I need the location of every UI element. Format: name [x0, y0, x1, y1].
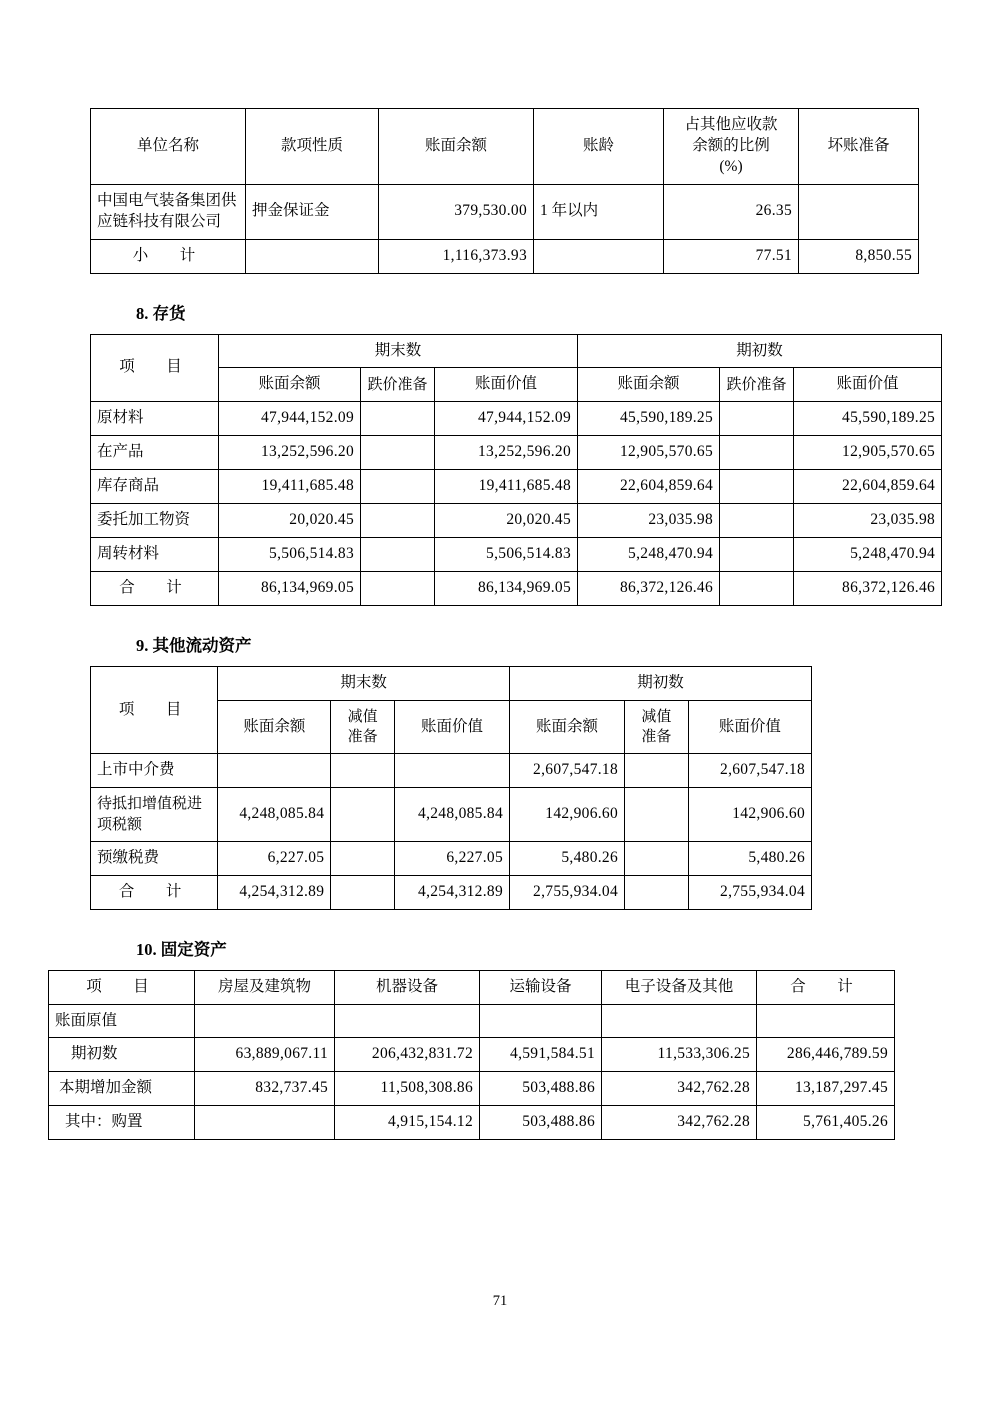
cell-book-balance: 1,116,373.93	[379, 239, 534, 273]
cell-end-provision	[361, 436, 435, 470]
cell-aging: 1 年以内	[534, 184, 664, 239]
table-header-row-sub	[91, 368, 942, 402]
table-row	[91, 788, 812, 842]
cell-begin-provision	[720, 538, 794, 572]
cell-end-value: 47,944,152.09	[435, 402, 578, 436]
cell-begin-value: 86,372,126.46	[794, 571, 942, 605]
table-row	[91, 436, 942, 470]
header-machinery: 机器设备	[335, 970, 480, 1004]
cell-end-balance	[218, 754, 331, 788]
table-row	[49, 1038, 895, 1072]
header-end-book-value: 账面价值	[394, 700, 509, 754]
cell-transport: 503,488.86	[480, 1072, 602, 1106]
header-end-provision	[331, 700, 395, 754]
cell-end-value: 13,252,596.20	[435, 436, 578, 470]
header-item: 项 目	[91, 334, 219, 402]
cell-item: 账面原值	[49, 1004, 195, 1038]
cell-total: 5,761,405.26	[757, 1106, 895, 1140]
cell-item: 预缴税费	[91, 841, 218, 875]
cell-unit-name: 中国电气装备集团供应链科技有限公司	[91, 184, 246, 239]
header-transport: 运输设备	[480, 970, 602, 1004]
cell-end-provision	[361, 470, 435, 504]
cell-machinery: 4,915,154.12	[335, 1106, 480, 1140]
table-row	[49, 1072, 895, 1106]
cell-end-provision	[331, 841, 395, 875]
cell-total-label: 合 计	[91, 571, 219, 605]
cell-end-value	[394, 754, 509, 788]
cell-machinery: 11,508,308.86	[335, 1072, 480, 1106]
cell-begin-value: 5,480.26	[688, 841, 811, 875]
table-row	[91, 841, 812, 875]
cell-begin-balance: 2,755,934.04	[510, 875, 625, 909]
cell-end-balance: 5,506,514.83	[219, 538, 361, 572]
cell-ratio: 77.51	[664, 239, 799, 273]
cell-item: 待抵扣增值税进项税额	[91, 788, 218, 842]
cell-begin-balance: 5,248,470.94	[578, 538, 720, 572]
cell-end-balance: 4,254,312.89	[218, 875, 331, 909]
table-row	[49, 1106, 895, 1140]
header-period-end: 期末数	[219, 334, 578, 368]
cell-begin-value: 142,906.60	[688, 788, 811, 842]
header-nature: 款项性质	[246, 109, 379, 185]
section-title-inventory: 8. 存货	[136, 303, 186, 323]
cell-begin-provision	[720, 571, 794, 605]
cell-buildings: 832,737.45	[195, 1072, 335, 1106]
cell-end-provision	[331, 754, 395, 788]
cell-electronics: 342,762.28	[602, 1106, 757, 1140]
table-row	[91, 504, 942, 538]
header-begin-provision: 跌价准备	[720, 368, 794, 402]
header-period-begin: 期初数	[578, 334, 942, 368]
header-book-balance: 账面余额	[379, 109, 534, 185]
other-receivables-table	[90, 108, 919, 274]
cell-item: 其中：购置	[49, 1106, 195, 1140]
cell-transport: 4,591,584.51	[480, 1038, 602, 1072]
cell-end-balance: 6,227.05	[218, 841, 331, 875]
cell-item: 期初数	[49, 1038, 195, 1072]
cell-electronics: 342,762.28	[602, 1072, 757, 1106]
header-begin-book-balance: 账面余额	[578, 368, 720, 402]
cell-begin-provision	[625, 754, 689, 788]
table-header-row	[49, 970, 895, 1004]
cell-buildings: 63,889,067.11	[195, 1038, 335, 1072]
table-row	[91, 402, 942, 436]
cell-bad-debt: 8,850.55	[799, 239, 919, 273]
header-electronics: 电子设备及其他	[602, 970, 757, 1004]
page-number: 71	[492, 1293, 508, 1309]
table-row	[49, 1004, 895, 1038]
cell-aging	[534, 239, 664, 273]
cell-total: 13,187,297.45	[757, 1072, 895, 1106]
cell-nature: 押金保证金	[246, 184, 379, 239]
cell-transport	[480, 1004, 602, 1038]
fixed-assets-table	[48, 970, 895, 1141]
table-row	[91, 538, 942, 572]
header-ratio-line1: 占其他应收款	[684, 116, 778, 133]
header-begin-provision-line2: 准备	[641, 729, 672, 746]
cell-begin-provision	[720, 402, 794, 436]
header-end-provision-line2: 准备	[347, 729, 378, 746]
header-begin-book-value: 账面价值	[794, 368, 942, 402]
header-unit-name: 单位名称	[91, 109, 246, 185]
cell-ratio: 26.35	[664, 184, 799, 239]
cell-begin-provision	[625, 788, 689, 842]
cell-bad-debt	[799, 184, 919, 239]
cell-end-balance: 47,944,152.09	[219, 402, 361, 436]
cell-begin-value: 12,905,570.65	[794, 436, 942, 470]
cell-item: 委托加工物资	[91, 504, 219, 538]
header-item: 项 目	[91, 666, 218, 753]
table-row	[91, 470, 942, 504]
cell-item: 原材料	[91, 402, 219, 436]
header-end-provision: 跌价准备	[361, 368, 435, 402]
cell-begin-balance: 86,372,126.46	[578, 571, 720, 605]
table-header-row-group	[91, 666, 812, 700]
header-ratio	[664, 109, 799, 185]
cell-end-provision	[361, 571, 435, 605]
cell-begin-provision	[720, 470, 794, 504]
cell-item: 周转材料	[91, 538, 219, 572]
cell-begin-balance: 2,607,547.18	[510, 754, 625, 788]
table-header-row-group	[91, 334, 942, 368]
cell-item: 本期增加金额	[49, 1072, 195, 1106]
header-total: 合 计	[757, 970, 895, 1004]
cell-begin-balance: 45,590,189.25	[578, 402, 720, 436]
header-begin-provision	[625, 700, 689, 754]
cell-begin-balance: 142,906.60	[510, 788, 625, 842]
header-aging: 账龄	[534, 109, 664, 185]
table-row-total	[91, 875, 812, 909]
cell-item: 在产品	[91, 436, 219, 470]
cell-subtotal-label: 小 计	[91, 239, 246, 273]
header-end-provision-line1: 减值	[347, 708, 378, 725]
cell-total-label: 合 计	[91, 875, 218, 909]
header-buildings: 房屋及建筑物	[195, 970, 335, 1004]
header-end-book-value: 账面价值	[435, 368, 578, 402]
cell-end-value: 20,020.45	[435, 504, 578, 538]
cell-begin-provision	[625, 841, 689, 875]
other-current-assets-table	[90, 666, 812, 910]
cell-end-provision	[331, 875, 395, 909]
section-title-fixed-assets: 10. 固定资产	[136, 939, 227, 959]
cell-end-provision	[361, 504, 435, 538]
cell-electronics	[602, 1004, 757, 1038]
cell-end-value: 86,134,969.05	[435, 571, 578, 605]
cell-end-provision	[331, 788, 395, 842]
table-row	[91, 754, 812, 788]
cell-electronics: 11,533,306.25	[602, 1038, 757, 1072]
header-item: 项 目	[49, 970, 195, 1004]
header-period-begin: 期初数	[510, 666, 812, 700]
header-ratio-line3: (%)	[719, 157, 743, 175]
cell-begin-provision	[720, 504, 794, 538]
header-bad-debt: 坏账准备	[799, 109, 919, 185]
cell-begin-provision	[625, 875, 689, 909]
cell-begin-value: 2,755,934.04	[688, 875, 811, 909]
cell-item: 库存商品	[91, 470, 219, 504]
cell-end-value: 4,248,085.84	[394, 788, 509, 842]
cell-end-value: 4,254,312.89	[394, 875, 509, 909]
cell-begin-value: 22,604,859.64	[794, 470, 942, 504]
table-header-row	[91, 109, 919, 185]
cell-end-provision	[361, 538, 435, 572]
cell-begin-balance: 23,035.98	[578, 504, 720, 538]
header-period-end: 期末数	[218, 666, 510, 700]
header-begin-provision-line1: 减值	[641, 708, 672, 725]
cell-begin-value: 2,607,547.18	[688, 754, 811, 788]
table-row-total	[91, 571, 942, 605]
header-ratio-line2: 余额的比例	[692, 136, 770, 154]
page-content	[55, 108, 936, 1140]
cell-machinery	[335, 1004, 480, 1038]
cell-nature	[246, 239, 379, 273]
cell-end-balance: 4,248,085.84	[218, 788, 331, 842]
cell-end-balance: 13,252,596.20	[219, 436, 361, 470]
cell-begin-provision	[720, 436, 794, 470]
cell-book-balance: 379,530.00	[379, 184, 534, 239]
cell-total	[757, 1004, 895, 1038]
cell-end-provision	[361, 402, 435, 436]
header-begin-book-balance: 账面余额	[510, 700, 625, 754]
cell-begin-value: 5,248,470.94	[794, 538, 942, 572]
header-end-book-balance: 账面余额	[219, 368, 361, 402]
table-row-subtotal	[91, 239, 919, 273]
section-title-other-current-assets: 9. 其他流动资产	[136, 635, 252, 655]
cell-buildings	[195, 1106, 335, 1140]
cell-begin-value: 45,590,189.25	[794, 402, 942, 436]
cell-begin-value: 23,035.98	[794, 504, 942, 538]
cell-end-value: 6,227.05	[394, 841, 509, 875]
header-begin-book-value: 账面价值	[688, 700, 811, 754]
table-row	[91, 184, 919, 239]
cell-total: 286,446,789.59	[757, 1038, 895, 1072]
cell-begin-balance: 12,905,570.65	[578, 436, 720, 470]
cell-item: 上市中介费	[91, 754, 218, 788]
cell-end-balance: 19,411,685.48	[219, 470, 361, 504]
cell-end-value: 5,506,514.83	[435, 538, 578, 572]
cell-end-value: 19,411,685.48	[435, 470, 578, 504]
cell-end-balance: 86,134,969.05	[219, 571, 361, 605]
cell-begin-balance: 5,480.26	[510, 841, 625, 875]
cell-buildings	[195, 1004, 335, 1038]
inventory-table	[90, 334, 942, 606]
cell-machinery: 206,432,831.72	[335, 1038, 480, 1072]
header-end-book-balance: 账面余额	[218, 700, 331, 754]
cell-transport: 503,488.86	[480, 1106, 602, 1140]
cell-end-balance: 20,020.45	[219, 504, 361, 538]
cell-begin-balance: 22,604,859.64	[578, 470, 720, 504]
